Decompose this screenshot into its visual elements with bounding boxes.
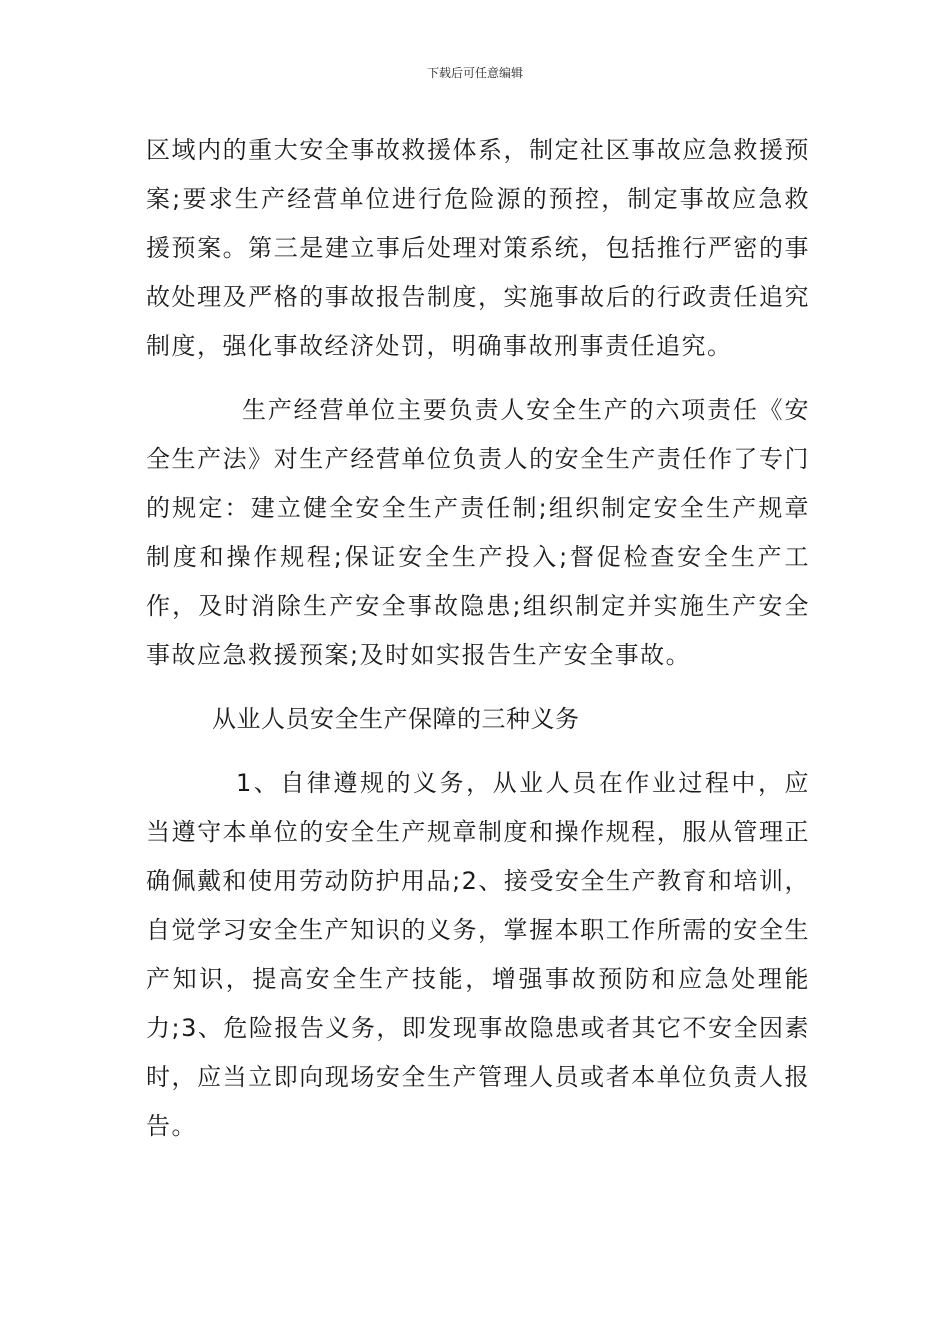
paragraph-emergency-rescue: 区域内的重大安全事故救援体系，制定社区事故应急救援预案;要求生产经营单位进行危险源的预控，制定事故应急救援预案。第三是建立事后处理对策系统，包括推行严密的事故处理及严格的事故报告制度，实施事故后的行政责任追究制度，强化事故经济处罚，明确事故刑事责任追究。 — [146, 136, 810, 360]
paragraph-six-responsibilities: 生产经营单位主要负责人安全生产的六项责任《安全生产法》对生产经营单位负责人的安全生产责任作了专门的规定：建立健全安全生产责任制;组织制定安全生产规章制度和操作规程;保证安全生产投入;督促检查安全生产工作，及时消除生产安全事故隐患;组织制定并实施生产安全事故应急救援预案;及时如实报告生产安全事故。 — [146, 396, 810, 669]
paragraph-obligations-detail: 1、自律遵规的义务，从业人员在作业过程中，应当遵守本单位的安全生产规章制度和操作规程，服从管理正确佩戴和使用劳动防护用品;2、接受安全生产教育和培训，自觉学习安全生产知识的义务，掌握本职工作所需的安全生产知识，提高安全生产技能，增强事故预防和应急处理能力;3、危险报告义务，即发现事故隐患或者其它不安全因素时，应当立即向现场安全生产管理人员或者本单位负责人报告。 — [146, 769, 810, 1140]
paragraph-three-obligations-heading: 从业人员安全生产保障的三种义务 — [212, 705, 580, 733]
page-header-note: 下载后可任意编辑 — [426, 66, 523, 80]
document-body — [146, 126, 810, 1151]
